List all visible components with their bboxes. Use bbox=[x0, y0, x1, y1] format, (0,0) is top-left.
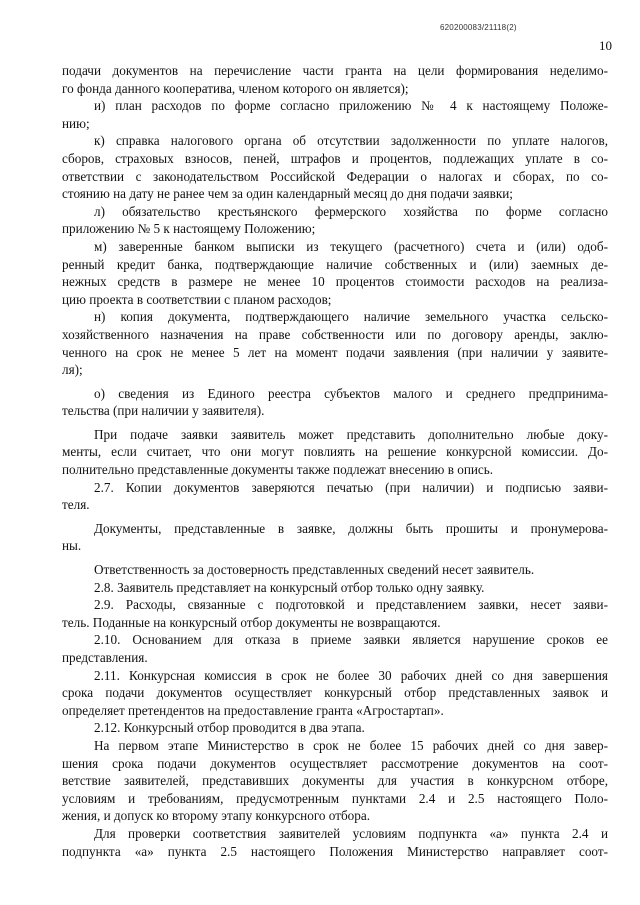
text-line: 2.9. Расходы, связанные с подготовкой и представлением заявки, несет заяви- bbox=[94, 597, 608, 613]
text-line: нежных средств в размере не менее 10 процентов стоимости расходов на реализа- bbox=[62, 274, 608, 290]
text-line: н) копия документа, подтверждающего наличие земельного участка сельско- bbox=[94, 309, 608, 325]
document-id: 620200083/21118(2) bbox=[440, 23, 517, 32]
text-line: При подаче заявки заявитель может представить дополнительно любые доку- bbox=[94, 426, 608, 442]
text-line: 2.10. Основанием для отказа в приеме заявки является нарушение сроков ее bbox=[94, 632, 608, 648]
text-line: 2.7. Копии документов заверяются печатью (при наличии) и подписью заяви- bbox=[94, 479, 608, 495]
text-line: ны. bbox=[62, 538, 82, 554]
text-line: стоянию на дату не ранее чем за один календарный месяц до дня подачи заявки; bbox=[62, 186, 513, 202]
text-line: представления. bbox=[62, 650, 148, 665]
text-line: о) сведения из Единого реестра субъектов малого и среднего предпринима- bbox=[94, 385, 608, 401]
text-line: ренный кредит банка, подтверждающие наличие собственных и (или) заемных де- bbox=[62, 256, 608, 272]
text-line: и) план расходов по форме согласно приложению № 4 к настоящему Положе- bbox=[94, 98, 608, 114]
text-line: срока подачи документов осуществляет конкурсный отбор представленных заявок и bbox=[62, 685, 608, 701]
text-line: 2.11. Конкурсная комиссия в срок не более 30 рабочих дней со дня завершения bbox=[94, 667, 608, 683]
text-line: 2.8. Заявитель представляет на конкурсный отбор только одну заявку. bbox=[94, 579, 485, 595]
text-line: Для проверки соответствия заявителей условиям подпункта «а» пункта 2.4 и bbox=[94, 825, 608, 841]
text-line: цию проекта в соответствии с планом расходов; bbox=[62, 291, 332, 307]
text-line: нию; bbox=[62, 115, 90, 131]
text-line: подпункта «а» пункта 2.5 настоящего Положения Министерство направляет соот- bbox=[62, 843, 608, 859]
text-line: подачи документов на перечисление части гранта на цели формирования неделимо- bbox=[62, 63, 608, 78]
text-line: шения срока подачи документов осуществляет рассмотрение документов на соот- bbox=[62, 755, 608, 771]
text-line: ля); bbox=[62, 362, 83, 378]
text-line: тельства (при наличии у заявителя). bbox=[62, 403, 265, 419]
text-line: теля. bbox=[62, 497, 90, 513]
text-line: полнительно представленные документы также подлежат внесению в опись. bbox=[62, 462, 494, 478]
text-line: определяет претендентов на предоставление гранта «Агростартап». bbox=[62, 702, 444, 718]
text-line: Ответственность за достоверность представленных сведений несет заявитель. bbox=[94, 562, 535, 578]
text-line: Документы, представленные в заявке, должны быть прошиты и пронумерова- bbox=[94, 520, 608, 536]
text-line: жения, и допуск ко второму этапу конкурсного отбора. bbox=[62, 808, 371, 824]
document-body bbox=[62, 62, 608, 860]
text-line: На первом этапе Министерство в срок не более 15 рабочих дней со дня завер- bbox=[94, 737, 608, 753]
text-line: л) обязательство крестьянского фермерского хозяйства по форме согласно bbox=[94, 203, 608, 219]
text-line: хозяйственного назначения на праве собственности или по договору аренды, заклю- bbox=[62, 326, 608, 342]
text-line: к) справка налогового органа об отсутствии задолженности по уплате налогов, bbox=[94, 133, 608, 149]
text-line: ветствие заявителей, представивших документы для участия в конкурсном отборе, bbox=[62, 773, 608, 789]
text-line: приложению № 5 к настоящему Положению; bbox=[62, 221, 316, 237]
text-line: условиям и требованиям, предусмотренным пунктами 2.4 и 2.5 настоящего Поло- bbox=[62, 790, 608, 806]
text-line: ченного на срок не менее 5 лет на момент подачи заявления (при наличии у заявите- bbox=[62, 344, 608, 360]
text-line: тель. Поданные на конкурсный отбор документы не возвращаются. bbox=[62, 614, 441, 630]
text-line: ответствии с законодательством Российской Федерации о налогах и сборах, по со- bbox=[62, 168, 608, 184]
text-line: менты, если считает, что они могут повлиять на решение конкурсной комиссии. До- bbox=[62, 444, 608, 460]
text-line: сборов, страховых взносов, пеней, штрафов и процентов, подлежащих уплате в со- bbox=[62, 150, 608, 166]
text-line: го фонда данного кооператива, членом которого он является); bbox=[62, 80, 409, 96]
page-number: 10 bbox=[599, 38, 612, 53]
text-line: м) заверенные банком выписки из текущего (расчетного) счета и (или) одоб- bbox=[94, 238, 608, 254]
text-line: 2.12. Конкурсный отбор проводится в два этапа. bbox=[94, 720, 365, 736]
